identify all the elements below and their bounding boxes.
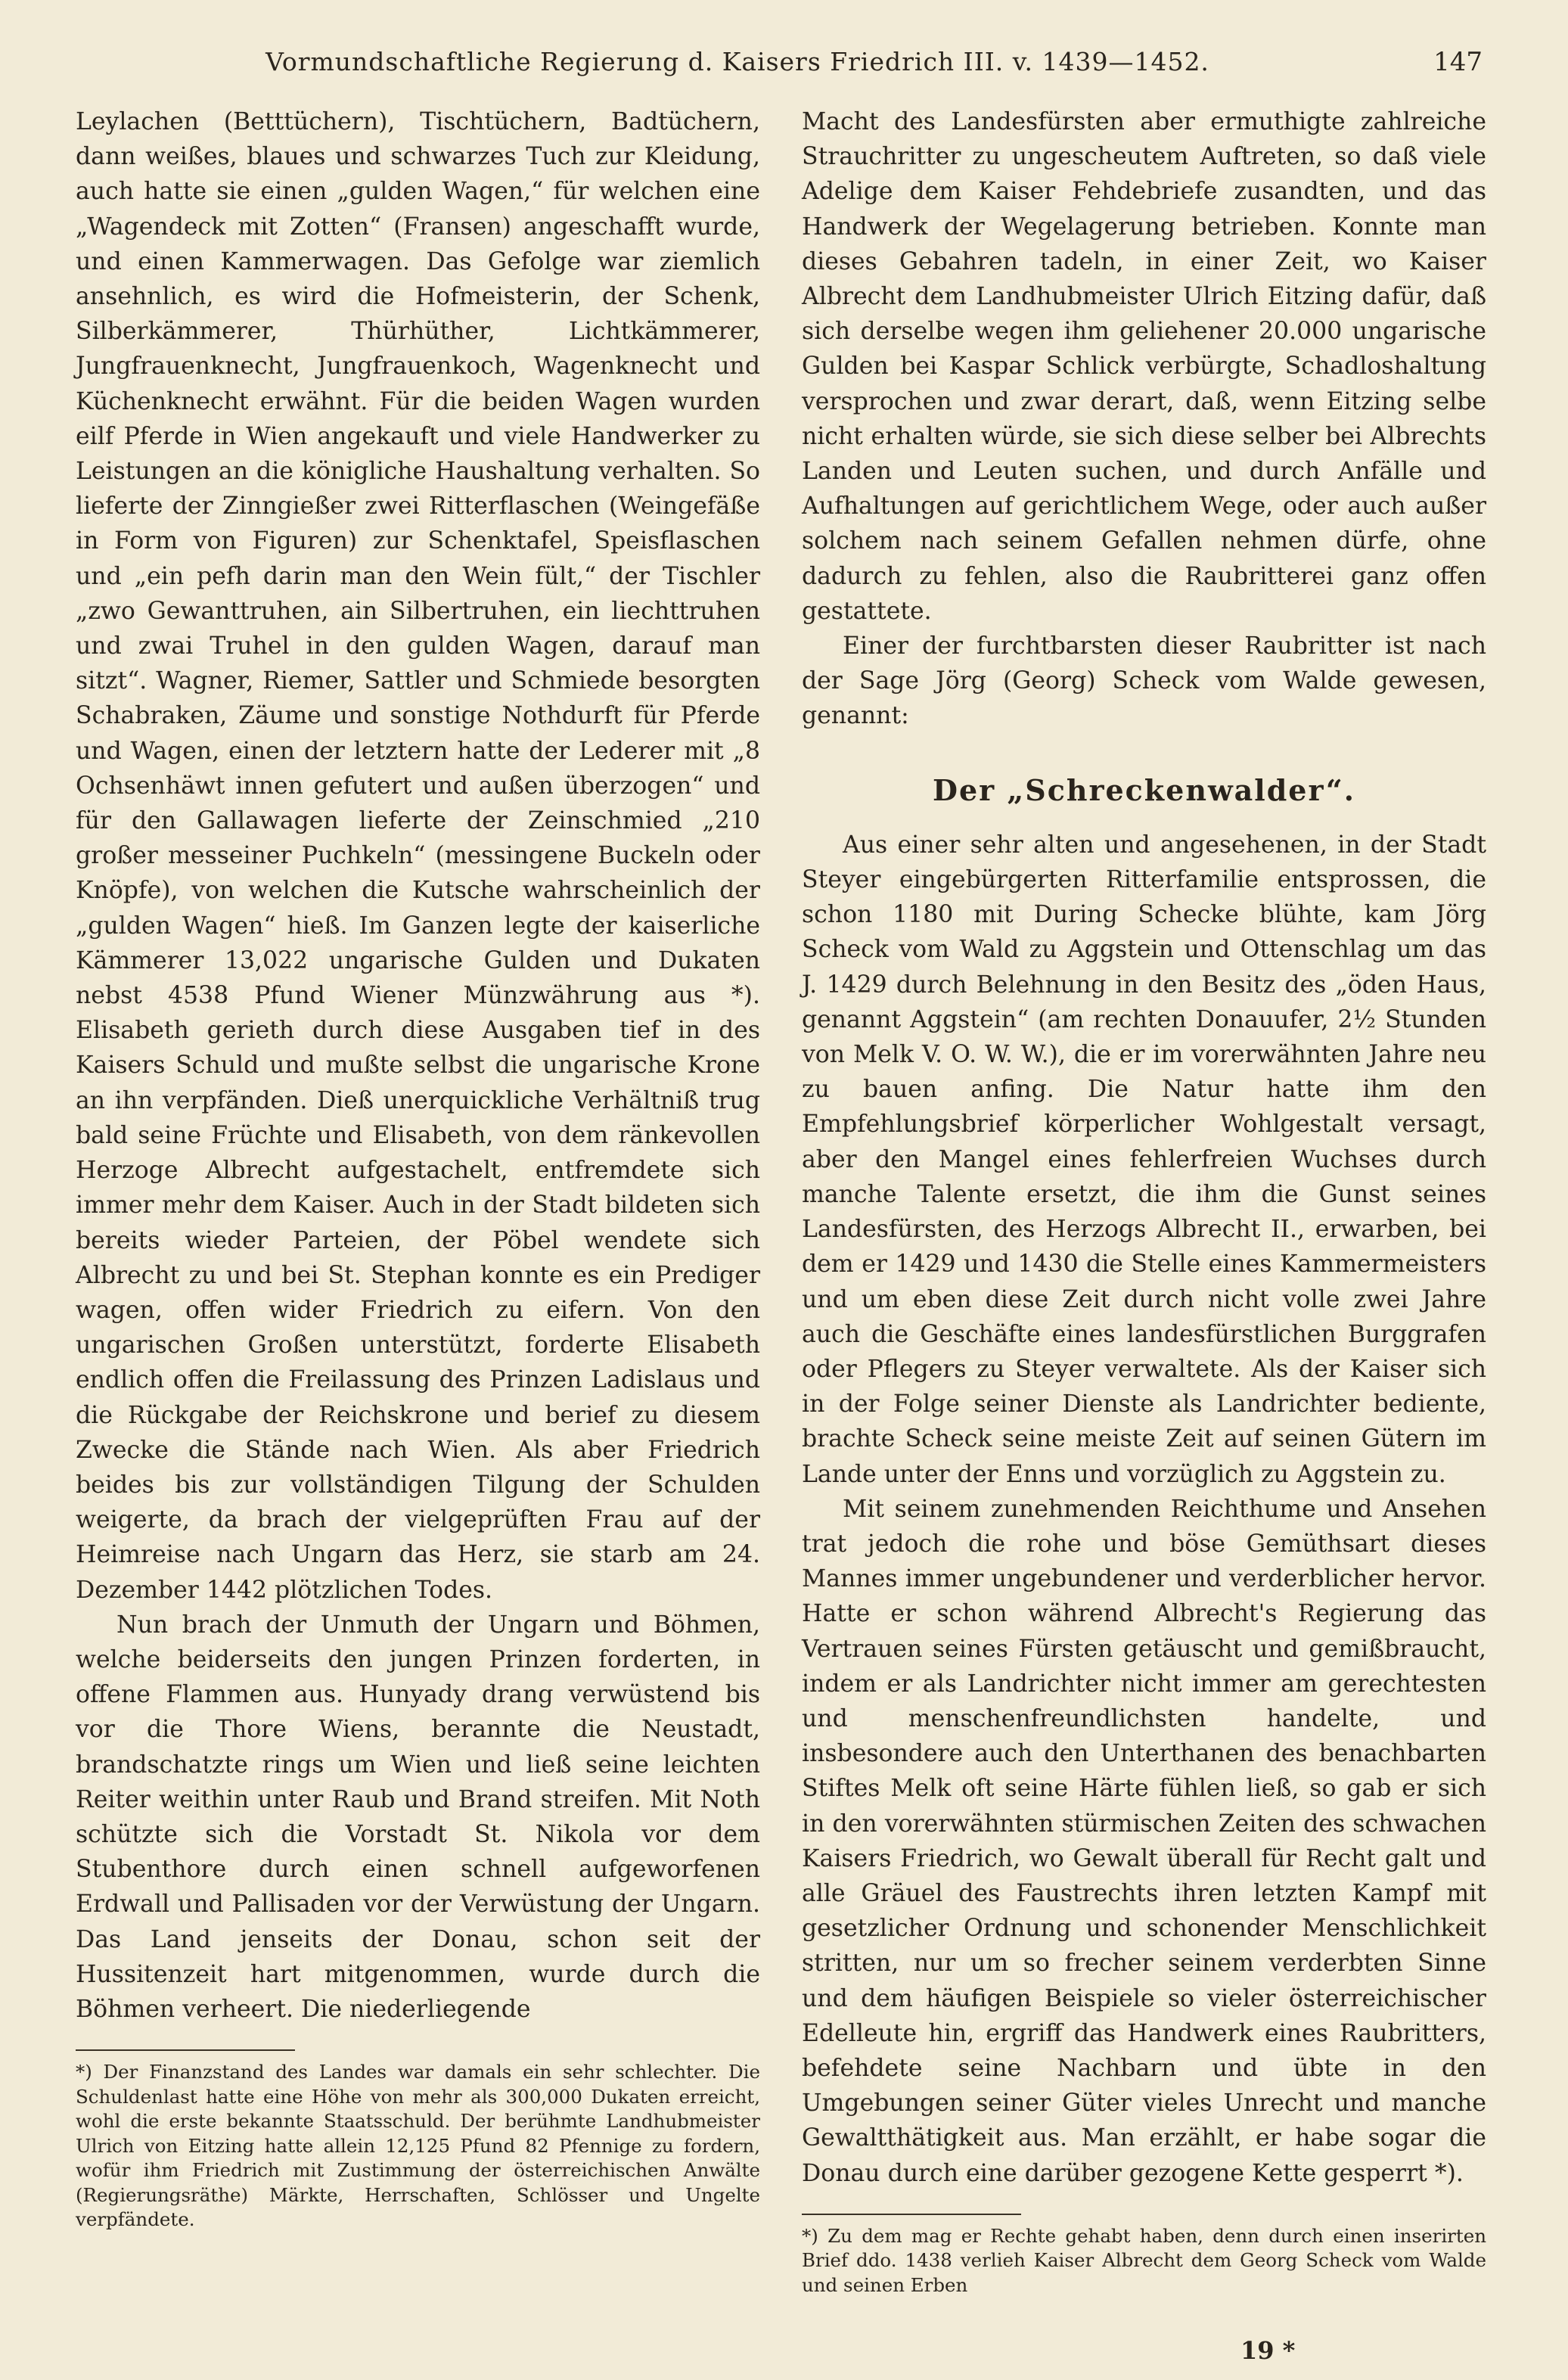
footnote-rule: [76, 2049, 295, 2051]
paragraph: Nun brach der Unmuth der Ungarn und Böhmen, welche beiderseits den jungen Prinzen forderten, in offene Flammen aus. Hunyady drang verwüstend bis vor die Thore Wiens, berannte die Neustadt, brandschatzte rings um Wien und ließ seine leichten Reiter weithin unter Raub und Brand streifen. Mit Noth schützte sich die Vorstadt St. Nikola vor dem Stubenthore durch einen schnell aufgeworfenen Erdwall und Pallisaden vor der Verwüstung der Ungarn. Das Land jenseits der Donau, schon seit der Hussitenzeit hart mitgenommen, wurde durch die Böhmen verheert. Die niederliegende: [76, 1611, 760, 2023]
paragraph: Einer der furchtbarsten dieser Raubritter ist nach der Sage Jörg (Georg) Scheck vom Walde gewesen, genannt:: [802, 632, 1486, 730]
footnote: *) Zu dem mag er Rechte gehabt haben, denn durch einen inserirten Brief ddo. 1438 verlieh Kaiser Albrecht dem Georg Scheck vom Walde und seinen Erben: [802, 2224, 1486, 2296]
paragraph: Macht des Landesfürsten aber ermuthigte zahlreiche Strauchritter zu ungescheutem Auftreten, so daß viele Adelige dem Kaiser Fehdebriefe zusandten, und das Handwerk der Wegelagerung betrieben. Konnte man dieses Gebahren tadeln, in einer Zeit, wo Kaiser Albrecht dem Landhubmeister Ulrich Eitzing dafür, daß sich derselbe wegen ihm geliehener 20.000 ungarische Gulden bei Kaspar Schlick verbürgte, Schadloshaltung versprochen und zwar derart, daß, wenn Eitzing selbe nicht erhalten würde, sie sich diese selber bei Albrechts Landen und Leuten suchen, und durch Anfälle und Aufhaltungen auf gerichtlichem Wege, oder auch außer solchem nach seinem Gefallen nehmen dürfe, ohne dadurch zu fehlen, also die Raubritterei ganz offen gestattete.: [802, 108, 1486, 625]
running-title: Vormundschaftliche Regierung d. Kaisers Friedrich III. v. 1439—1452.: [265, 47, 1209, 76]
page-number: 147: [1433, 47, 1483, 77]
footnote: *) Der Finanzstand des Landes war damals ein sehr schlechter. Die Schuldenlast hatte eine Höhe von mehr als 300,000 Dukaten erreicht, wohl die erste bekannte Staatsschuld. Der berühmte Landhubmeister Ulrich von Eitzing hatte allein 12,125 Pfund 82 Pfennige zu fordern, wofür ihm Friedrich mit Zustimmung der österreichischen Anwälte (Regierungsräthe) Märkte, Herrschaften, Schlösser und Ungelte verpfändete.: [76, 2061, 760, 2231]
paragraph: Aus einer sehr alten und angesehenen, in der Stadt Steyer eingebürgerten Ritterfamilie entsprossen, die schon 1180 mit During Schecke blühte, kam Jörg Scheck vom Wald zu Aggstein und Ottenschlag um das J. 1429 durch Belehnung in den Besitz des „öden Haus, genannt Aggstein“ (am rechten Donauufer, 2½ Stunden von Melk V. O. W. W.), die er im vorerwähnten Jahre neu zu bauen anfing. Die Natur hatte ihm den Empfehlungsbrief körperlicher Wohlgestalt versagt, aber den Mangel eines fehlerfreien Wuchses durch manche Talente ersetzt, die ihm die Gunst seines Landesfürsten, des Herzogs Albrecht II., erwarben, bei dem er 1429 und 1430 die Stelle eines Kammermeisters und um eben diese Zeit durch nicht volle zwei Jahre auch die Geschäfte eines landesfürstlichen Burggrafen oder Pflegers zu Steyer verwaltete. Als der Kaiser sich in der Folge seiner Dienste als Landrichter bediente, brachte Scheck seine meiste Zeit auf seinen Gütern im Lande unter der Enns und vorzüglich zu Aggstein zu.: [802, 831, 1486, 1488]
section-heading: Der „Schreckenwalder“.: [933, 772, 1355, 807]
paragraph: Mit seinem zunehmenden Reichthume und Ansehen trat jedoch die rohe und böse Gemüthsart dieses Mannes immer ungebundener und verderblicher hervor. Hatte er schon während Albrecht's Regierung das Vertrauen seines Fürsten getäuscht und gemißbraucht, indem er als Landrichter nicht immer am gerechtesten und menschenfreundlichsten handelte, und insbesondere auch den Unterthanen des benachbarten Stiftes Melk oft seine Härte fühlen ließ, so gab er sich in den vorerwähnten stürmischen Zeiten des schwachen Kaisers Friedrich, wo Gewalt überall für Recht galt und alle Gräuel des Faustrechts ihren letzten Kampf mit gesetzlicher Ordnung und schonender Menschlichkeit stritten, nur um so frecher seinem verderbten Sinne und dem häufigen Beispiele so vieler österreichischer Edelleute hin, ergriff das Handwerk eines Raubritters, befehdete seine Nachbarn und übte in den Umgebungen seiner Güter vieles Unrecht und manche Gewaltthätigkeit aus. Man erzählt, er habe sogar die Donau durch eine darüber gezogene Kette gesperrt *).: [802, 1495, 1486, 2187]
page-header: [83, 47, 1483, 92]
left-column: [76, 104, 760, 2232]
signature-mark: 19 *: [1240, 2336, 1296, 2365]
paragraph: Leylachen (Betttüchern), Tischtüchern, Badtüchern, dann weißes, blaues und schwarzes Tuch zur Kleidung, auch hatte sie einen „gulden Wagen,“ für welchen eine „Wagendeck mit Zotten“ (Fransen) angeschafft wurde, und einen Kammerwagen. Das Gefolge war ziemlich ansehnlich, es wird die Hofmeisterin, der Schenk, Silberkämmerer, Thürhüther, Lichtkämmerer, Jungfrauenknecht, Jungfrauenkoch, Wagenknecht und Küchenknecht erwähnt. Für die beiden Wagen wurden eilf Pferde in Wien angekauft und viele Handwerker zu Leistungen an die königliche Haushaltung verhalten. So lieferte der Zinngießer zwei Ritterflaschen (Weingefäße in Form von Figuren) zur Schenktafel, Speisflaschen und „ein pefh darin man den Wein fült,“ der Tischler „zwo Gewanttruhen, ain Silbertruhen, ein liechttruhen und zwai Truhel in den gulden Wagen, darauf man sitzt“. Wagner, Riemer, Sattler und Schmiede besorgten Schabraken, Zäume und sonstige Nothdurft für Pferde und Wagen, einen der letztern hatte der Lederer mit „8 Ochsenhäwt innen gefutert und außen überzogen“ und für den Gallawagen lieferte der Zeinschmied „210 großer messeiner Puchkeln“ (messingene Buckeln oder Knöpfe), von welchen die Kutsche wahrscheinlich der „gulden Wagen“ hieß. Im Ganzen legte der kaiserliche Kämmerer 13,022 ungarische Gulden und Dukaten nebst 4538 Pfund Wiener Münzwährung aus *). Elisabeth gerieth durch diese Ausgaben tief in des Kaisers Schuld und mußte selbst die ungarische Krone an ihn verpfänden. Dieß unerquickliche Verhältniß trug bald seine Früchte und Elisabeth, von dem ränkevollen Herzoge Albrecht aufgestachelt, entfremdete sich immer mehr dem Kaiser. Auch in der Stadt bildeten sich bereits wieder Parteien, der Pöbel wendete sich Albrecht zu und bei St. Stephan konnte es ein Prediger wagen, offen wider Friedrich zu eifern. Von den ungarischen Großen unterstützt, forderte Elisabeth endlich offen die Freilassung des Prinzen Ladislaus und die Rückgabe der Reichskrone und berief zu diesem Zwecke die Stände nach Wien. Als aber Friedrich beides bis zur vollständigen Tilgung der Schulden weigerte, da brach der vielgeprüften Frau auf der Heimreise nach Ungarn das Herz, sie starb am 24. Dezember 1442 plötzlichen Todes.: [76, 108, 760, 1604]
right-column: [802, 104, 1486, 2298]
footnote-rule: [802, 2214, 1021, 2215]
